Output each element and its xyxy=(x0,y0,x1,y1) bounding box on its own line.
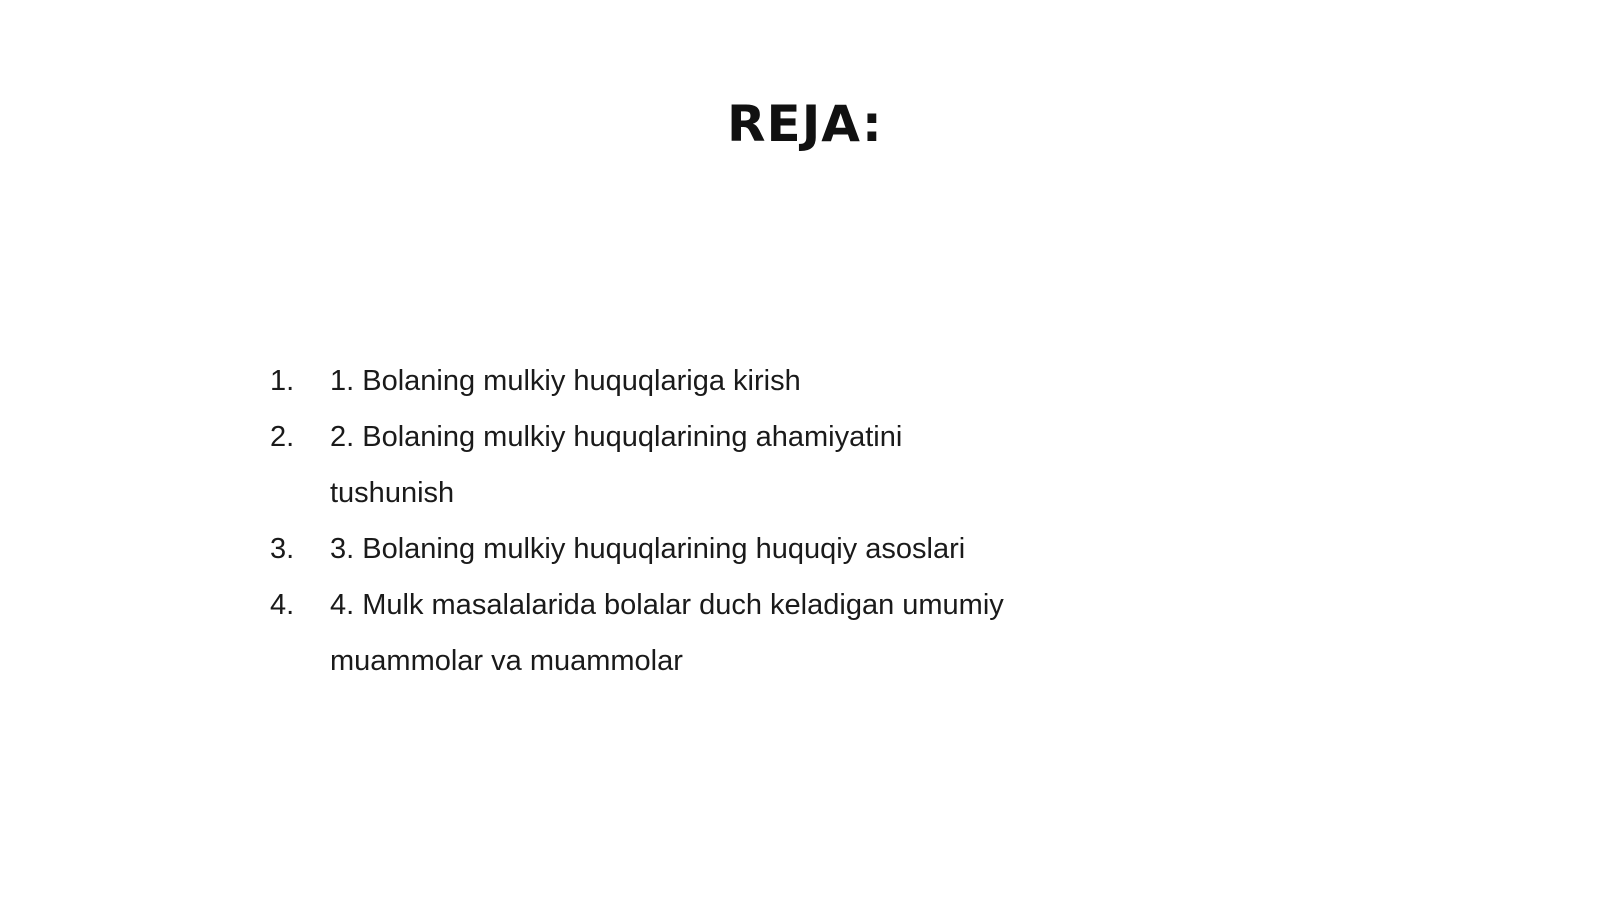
plan-item-text: 2. Bolaning mulkiy huquqlarining ahamiyatini tushunish xyxy=(330,421,903,509)
plan-item-4 xyxy=(270,577,1070,689)
plan-list xyxy=(270,353,1070,689)
plan-item-number: 3. xyxy=(270,533,295,565)
plan-item-number: 4. xyxy=(270,589,295,621)
plan-item-text: 1. Bolaning mulkiy huquqlariga kirish xyxy=(330,365,801,397)
plan-item-3 xyxy=(270,521,1070,577)
plan-item-number: 2. xyxy=(270,421,295,453)
slide-title: REJA: xyxy=(727,95,883,153)
plan-item-text: 4. Mulk masalalarida bolalar duch keladigan umumiy muammolar va muammolar xyxy=(330,589,1004,677)
plan-item-number: 1. xyxy=(270,365,295,397)
plan-item-text: 3. Bolaning mulkiy huquqlarining huquqiy asoslari xyxy=(330,533,966,565)
plan-item-2 xyxy=(270,409,1070,521)
plan-item-1 xyxy=(270,353,1070,409)
